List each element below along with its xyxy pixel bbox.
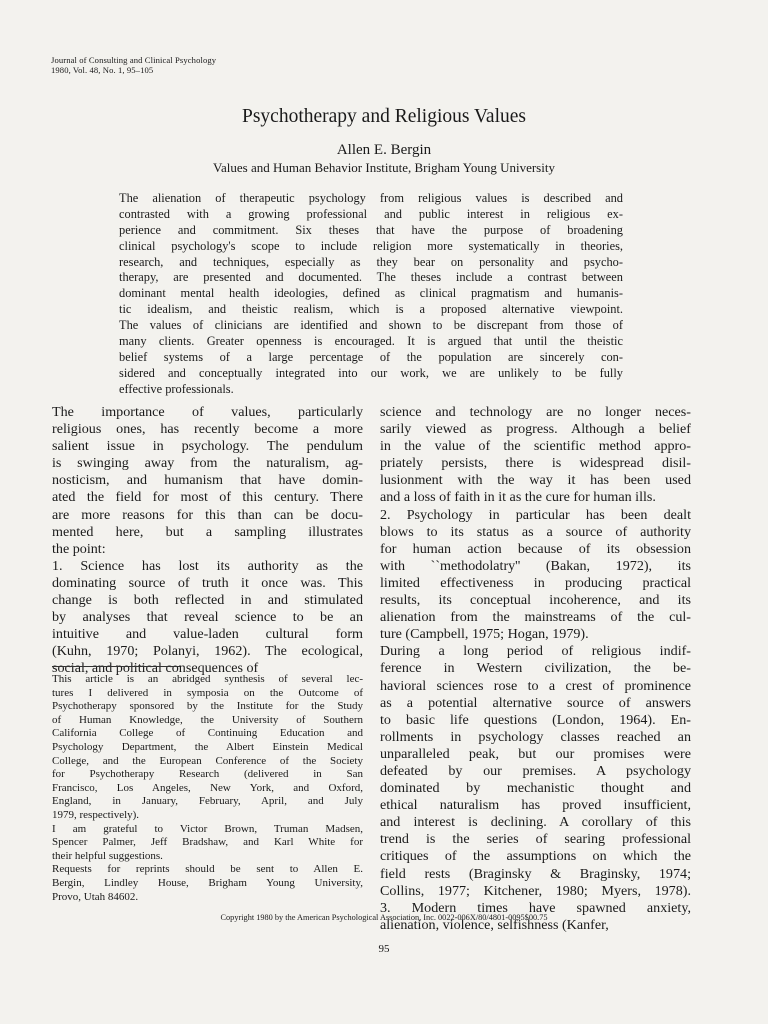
body-text-line: alienation from the mainstreams of the cul- [380,609,691,626]
footnote-line: their helpful suggestions. [52,849,163,862]
footnote-line: College, and the European Conference of the Society [52,754,363,767]
body-text-line: unparalleled peak, but our promises were [380,745,691,762]
body-text-line: critiques of the assumptions on which the [380,848,691,865]
footnote-line: Psychology Department, the Albert Einstein Medical [52,740,363,753]
abstract-line: many clients. Greater openness is encouraged. It is argued that until the theistic [119,334,623,349]
copyright-notice: Copyright 1980 by the American Psychological Association, Inc. 0022-006X/80/4801-0095$00.75 [220,913,548,922]
body-text-line: in the value of the scientific method appro- [380,438,691,455]
body-text-line: dominating source of truth it once was. This [52,574,363,591]
body-text-line: ated the field for most of this century. There [52,489,363,506]
footnote-line: California College of Continuing Education and [52,727,363,740]
journal-name: Journal of Consulting and Clinical Psychology [51,55,217,65]
abstract-line: perience and commitment. Six theses that have the purpose of broadening [119,222,623,237]
footnote-line: Requests for reprints should be sent to Allen E. [52,863,363,876]
body-text-line: 2. Psychology in particular has been dealt [380,506,691,523]
body-text-line: for human action because of its obsession [380,540,691,557]
abstract-line: clinical psychology's scope to include religion more systematically in theories, [119,238,623,253]
body-text-line: Collins, 1977; Kitchener, 1980; Myers, 1978). [380,882,691,899]
footnote-line: Bergin, Lindley House, Brigham Young University, [52,876,363,889]
body-text-line: limited effectiveness in producing practical [380,574,691,591]
body-text-line: rollments in psychology classes reached an [380,728,691,745]
footnote-line: 1979, respectively). [52,808,140,821]
body-text-line: intuitive and value-laden cultural form [52,626,363,643]
body-text-line: the point: [52,540,106,557]
body-text-line: alienation, violence, selfishness (Kanfer, [380,916,609,933]
journal-volume: 1980, Vol. 48, No. 1, 95–105 [51,64,154,75]
abstract-line: therapy, are presented and documented. The theses include a contrast between [119,270,623,285]
abstract-line: sidered and conceptually integrated into our work, we are unlikely to be fully [119,365,623,380]
body-text-line: The importance of values, particularly [52,404,363,420]
abstract-line: The values of clinicians are identified and shown to be discrepant from those of [119,318,623,333]
right-column-body [380,404,691,934]
body-text-line: with ``methodolatry'' (Bakan, 1972), its [380,557,691,574]
footnote-line: This article is an abridged synthesis of several lec- [52,673,363,685]
author-affiliation: Values and Human Behavior Institute, Brigham Young University [213,160,555,175]
left-column-body [52,404,363,678]
body-text-line: science and technology are no longer neces- [380,404,691,420]
abstract-line: research, and techniques, especially as they bear on personality and psycho- [119,254,623,269]
body-text-line: ference in Western civilization, the be- [380,660,691,677]
body-text-line: results, its conceptual incoherence, and its [380,592,691,609]
body-text-line: and interest is declining. A corollary of this [380,814,691,831]
abstract-line: contrasted with a growing professional and public interest in religious ex- [119,206,623,221]
footnote-divider [52,666,180,667]
footnote-line: Psychotherapy sponsored by the Institute for the Study [52,700,363,713]
footnote-line: of Human Knowledge, the University of Southern [52,713,363,726]
page-number: 95 [378,943,390,955]
body-text-line: by analyses that reveal science to be an [52,609,363,626]
body-text-line: 1. Science has lost its authority as the [52,557,363,574]
author-name: Allen E. Bergin [336,142,432,158]
body-text-line: to basic life questions (London, 1964). En- [380,711,691,728]
body-text-line: salient issue in psychology. The pendulum [52,438,363,455]
abstract-line: effective professionals. [119,381,234,396]
footnote-line: I am grateful to Victor Brown, Truman Madsen, [52,822,363,835]
body-text-line: lusionment with the way it has been used [380,472,691,489]
body-text-line: religious ones, has recently become a more [52,421,363,438]
abstract [119,191,623,398]
footnote-line: for Psychotherapy Research (delivered in San [52,768,363,781]
body-text-line: defeated by our premises. A psychology [380,762,691,779]
footnote-line: Provo, Utah 84602. [52,890,139,903]
body-text-line: mented here, but a sampling illustrates [52,523,363,540]
body-text-line: as a potential alternative source of answers [380,694,691,711]
abstract-line: belief systems of a large percentage of the population are sincerely con- [119,349,623,364]
body-text-line: blows to its status as a source of authority [380,523,691,540]
body-text-line: havioral sciences rose to a crest of prominence [380,677,691,694]
abstract-line: tic idealism, and theistic realism, which is a proposed alternative viewpoint. [119,302,623,317]
footnote-line: Spencer Palmer, Jeff Bradshaw, and Karl White for [52,836,363,849]
body-text-line: are more reasons for this than can be docu- [52,506,363,523]
body-text-line: social, and political consequences of [52,660,259,677]
body-text-line: and a loss of faith in it as the cure for human ills. [380,489,656,506]
body-text-line: 3. Modern times have spawned anxiety, [380,899,691,916]
body-text-line: During a long period of religious indif- [380,643,691,660]
footnote-line: tures I delivered in symposia on the Outcome of [52,686,363,699]
body-text-line: dominated by mechanistic thought and [380,780,691,797]
body-text-line: ture (Campbell, 1975; Hogan, 1979). [380,626,589,643]
article-title: Psychotherapy and Religious Values [242,106,526,127]
body-text-line: is swinging away from the naturalism, ag- [52,455,363,472]
body-text-line: sarily viewed as progress. Although a belief [380,421,691,438]
body-text-line: trend is the series of searing professional [380,831,691,848]
journal-citation [51,56,216,75]
body-text-line: change is both reflected in and stimulated [52,592,363,609]
body-text-line: nosticism, and humanism that have domin- [52,472,363,489]
footnote-line: England, in January, February, April, and July [52,795,363,808]
footnote [52,673,363,904]
abstract-line: dominant mental health ideologies, defined as clinical pragmatism and humanis- [119,286,623,301]
abstract-line: The alienation of therapeutic psychology from religious values is described and [119,191,623,205]
body-text-line: ethical naturalism has proved insufficient, [380,797,691,814]
body-text-line: field rests (Braginsky & Braginsky, 1974; [380,865,691,882]
body-text-line: (Kuhn, 1970; Polanyi, 1962). The ecological, [52,643,363,660]
footnote-line: Francisco, Los Angeles, New York, and Oxford, [52,781,363,794]
body-text-line: priately persists, there is widespread disil- [380,455,691,472]
